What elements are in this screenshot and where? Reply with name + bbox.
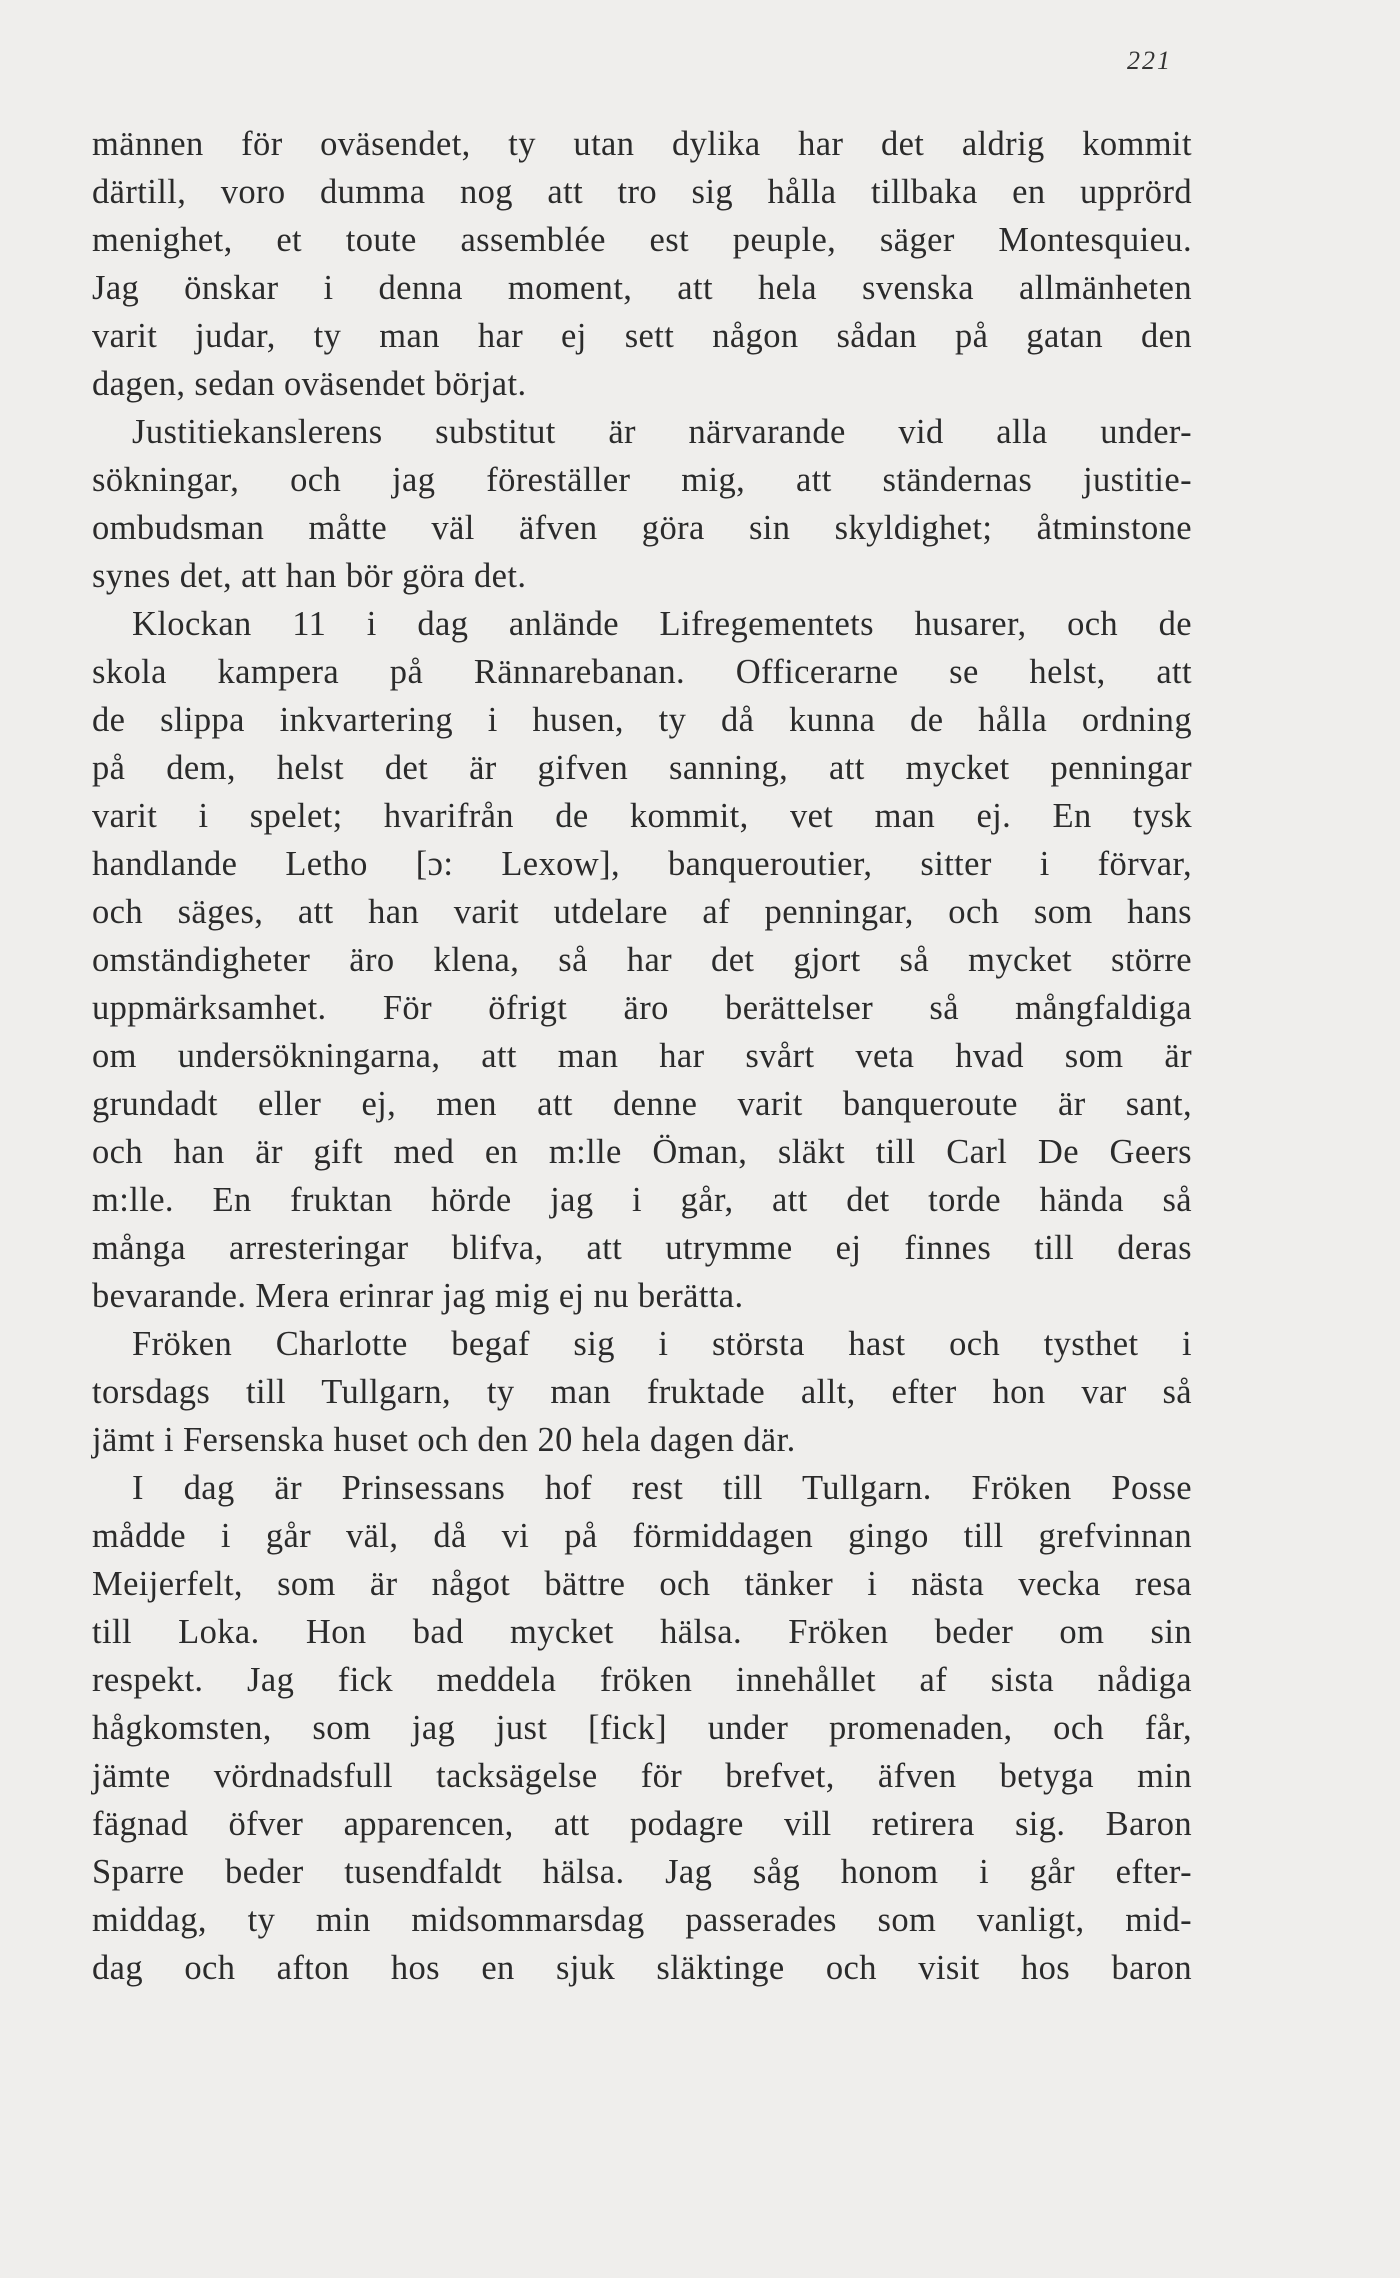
text-line: skola kampera på Rännarebanan. Officerarne se helst, att [92, 653, 1192, 691]
text-line: grundadt eller ej, men att denne varit banqueroute är sant, [92, 1085, 1192, 1123]
text-line: ombudsman måtte väl äfven göra sin skyldighet; åtminstone [92, 509, 1192, 547]
text-line: sökningar, och jag föreställer mig, att ständernas justitie- [92, 461, 1192, 499]
text-line: m:lle. En fruktan hörde jag i går, att det torde hända så [92, 1181, 1192, 1219]
text-line: och säges, att han varit utdelare af penningar, och som hans [92, 893, 1192, 931]
text-line: om undersökningarna, att man har svårt veta hvad som är [92, 1037, 1192, 1075]
text-line: Klockan 11 i dag anlände Lifregementets husarer, och de [132, 605, 1192, 643]
text-line: menighet, et toute assemblée est peuple, säger Montesquieu. [92, 221, 1192, 259]
text-line: många arresteringar blifva, att utrymme ej finnes till deras [92, 1229, 1192, 1267]
text-line: torsdags till Tullgarn, ty man fruktade allt, efter hon var så [92, 1373, 1192, 1411]
text-line: männen för oväsendet, ty utan dylika har det aldrig kommit [92, 125, 1192, 163]
text-line: varit judar, ty man har ej sett någon sådan på gatan den [92, 317, 1192, 355]
text-line: Sparre beder tusendfaldt hälsa. Jag såg honom i går efter- [92, 1853, 1192, 1891]
text-line: uppmärksamhet. För öfrigt äro berättelser så mångfaldiga [92, 989, 1192, 1027]
text-line: fägnad öfver apparencen, att podagre vill retirera sig. Baron [92, 1805, 1192, 1843]
text-line: därtill, voro dumma nog att tro sig hålla tillbaka en upprörd [92, 173, 1192, 211]
text-line: Jag önskar i denna moment, att hela svenska allmänheten [92, 269, 1192, 307]
text-line: varit i spelet; hvarifrån de kommit, vet man ej. En tysk [92, 797, 1192, 835]
text-line: Justitiekanslerens substitut är närvarande vid alla under- [132, 413, 1192, 451]
text-line: respekt. Jag fick meddela fröken innehållet af sista nådiga [92, 1661, 1192, 1699]
text-line: de slippa inkvartering i husen, ty då kunna de hålla ordning [92, 701, 1192, 739]
page-number: 221 [1127, 46, 1172, 75]
text-line: jämte vördnadsfull tacksägelse för brefvet, äfven betyga min [92, 1757, 1192, 1795]
text-line: Meijerfelt, som är något bättre och tänker i nästa vecka resa [92, 1565, 1192, 1603]
text-line: omständigheter äro klena, så har det gjort så mycket större [92, 941, 1192, 979]
text-line: jämt i Fersenska huset och den 20 hela dagen där. [92, 1421, 796, 1459]
text-line: handlande Letho [ɔ: Lexow], banqueroutier, sitter i förvar, [92, 845, 1192, 883]
text-line: dag och afton hos en sjuk släktinge och visit hos baron [92, 1949, 1192, 1987]
body-text [92, 120, 1192, 1992]
text-line: på dem, helst det är gifven sanning, att mycket penningar [92, 749, 1192, 787]
text-line: hågkomsten, som jag just [fick] under promenaden, och får, [92, 1709, 1192, 1747]
text-line: mådde i går väl, då vi på förmiddagen gingo till grefvinnan [92, 1517, 1192, 1555]
text-line: dagen, sedan oväsendet börjat. [92, 365, 527, 403]
text-line: middag, ty min midsommarsdag passerades som vanligt, mid- [92, 1901, 1192, 1939]
text-line: synes det, att han bör göra det. [92, 557, 527, 595]
text-line: Fröken Charlotte begaf sig i största hast och tysthet i [132, 1325, 1192, 1363]
text-line: och han är gift med en m:lle Öman, släkt till Carl De Geers [92, 1133, 1192, 1171]
text-line: I dag är Prinsessans hof rest till Tullgarn. Fröken Posse [132, 1469, 1192, 1507]
text-line: bevarande. Mera erinrar jag mig ej nu berätta. [92, 1277, 744, 1315]
text-line: till Loka. Hon bad mycket hälsa. Fröken beder om sin [92, 1613, 1192, 1651]
